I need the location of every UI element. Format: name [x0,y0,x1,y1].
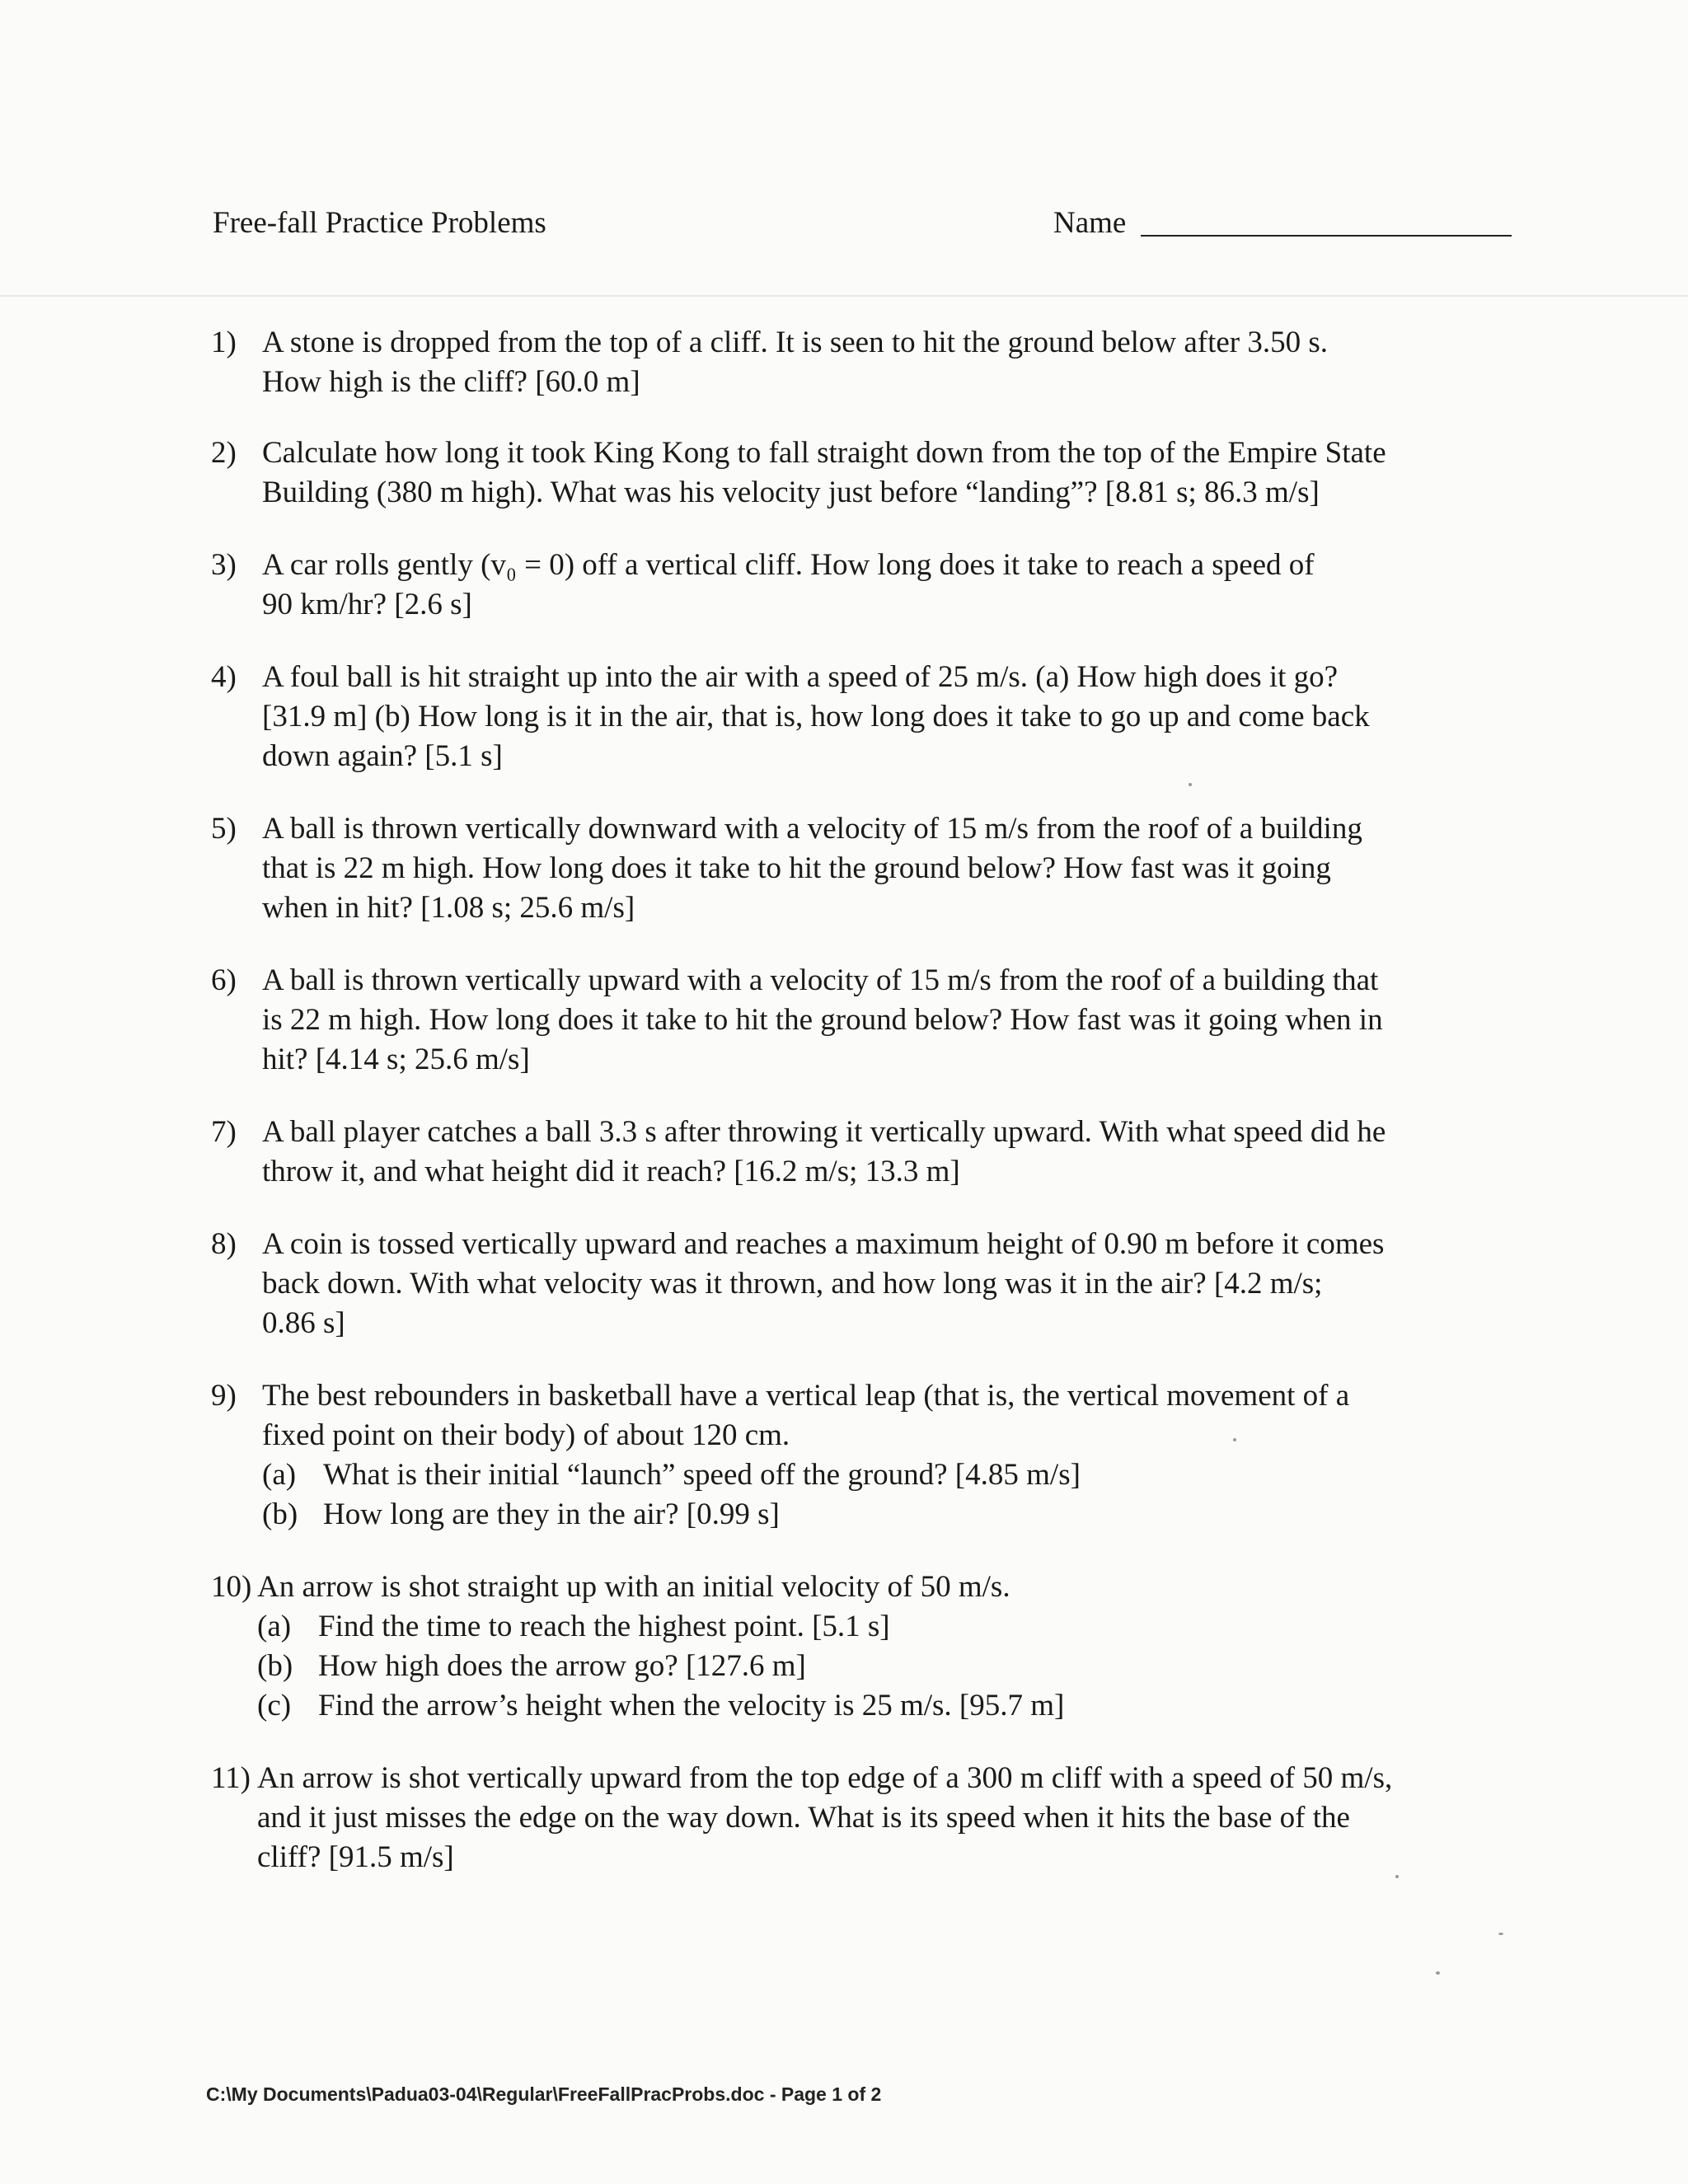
problem-text [262,323,1530,402]
problem-item [211,658,1530,776]
scan-speck [1436,1971,1440,1975]
subpart-text: How high does the arrow go? [127.6 m] [318,1649,806,1683]
problem-text-line: Calculate how long it took King Kong to fall straight down from the top of the Empire State [262,436,1386,470]
problem-text-line: back down. With what velocity was it thrown, and how long was it in the air? [4.2 m/s; [262,1267,1323,1301]
problem-item [211,1113,1530,1192]
subpart-label: (a) [257,1610,292,1643]
problem-number: 11) [211,1761,251,1795]
problem-text-line: 0.86 s] [262,1306,345,1340]
problem-number: 5) [211,812,237,846]
problem-text-line: when in hit? [1.08 s; 25.6 m/s] [262,891,635,925]
problem-number: 10) [211,1570,252,1604]
problem-item [211,809,1530,928]
problem-list [211,323,1530,1877]
problem-text-line: that is 22 m high. How long does it take to hit the ground below? How fast was it going [262,851,1331,885]
problem-text-line: How high is the cliff? [60.0 m] [262,365,640,399]
problem-text-line: The best rebounders in basketball have a vertical leap (that is, the vertical movement of a [262,1379,1350,1413]
problem-item [211,323,1530,402]
subpart-label: (b) [262,1497,298,1531]
problem-number: 8) [211,1227,237,1261]
problem-text [262,1113,1530,1192]
document-title: Free-fall Practice Problems [213,206,546,240]
problem-text-line: A foul ball is hit straight up into the air with a speed of 25 m/s. (a) How high does it go? [262,660,1339,694]
subpart-label: (a) [262,1458,297,1492]
problem-text-line: A coin is tossed vertically upward and reaches a maximum height of 0.90 m before it comes [262,1227,1385,1261]
subpart-text: What is their initial “launch” speed off the ground? [4.85 m/s] [323,1458,1081,1492]
problem-text-line: hit? [4.14 s; 25.6 m/s] [262,1043,530,1076]
problem-item [211,961,1530,1080]
scan-speck [1233,1438,1236,1441]
problem-number: 6) [211,963,237,997]
problem-text-line: and it just misses the edge on the way down. What is its speed when it hits the base of the [257,1801,1350,1835]
problem-item [211,434,1530,513]
subpart-text: Find the time to reach the highest point. [5.1 s] [318,1610,890,1643]
subpart-text: Find the arrow’s height when the velocity is 25 m/s. [95.7 m] [318,1689,1065,1722]
problem-number: 2) [211,436,237,470]
name-label: Name [1053,206,1127,240]
problem-text [262,658,1530,776]
problem-item [211,1225,1530,1343]
problem-number: 3) [211,548,237,582]
problem-text-line: fixed point on their body) of about 120 cm. [262,1418,790,1452]
problem-item [211,1376,1530,1535]
problem-text-line: 90 km/hr? [2.6 s] [262,588,472,621]
problem-text-line: A ball is thrown vertically upward with a velocity of 15 m/s from the roof of a building that [262,963,1379,997]
problem-text-line: cliff? [91.5 m/s] [257,1840,454,1874]
problem-text-line: A ball is thrown vertically downward with a velocity of 15 m/s from the roof of a building [262,812,1362,846]
problem-text [262,961,1530,1080]
problem-text-line: A stone is dropped from the top of a cliff. It is seen to hit the ground below after 3.50 s. [262,326,1329,359]
problem-subpart [262,1455,1530,1495]
problem-text [262,1225,1530,1343]
problem-number: 7) [211,1115,237,1149]
name-field [1053,208,1512,238]
subpart-label: (b) [257,1649,293,1683]
problem-subpart [262,1495,1530,1535]
problem-item [211,1568,1530,1726]
problem-number: 9) [211,1379,237,1413]
scan-speck [1189,783,1192,786]
problem-text-line: An arrow is shot straight up with an initial velocity of 50 m/s. [257,1570,1010,1604]
problem-subpart [257,1686,1530,1726]
problem-item [211,546,1530,625]
problem-text-line: down again? [5.1 s] [262,739,503,773]
problem-number: 4) [211,660,237,694]
problem-subpart [257,1607,1530,1647]
scan-speck [1498,1933,1503,1935]
problem-text [257,1568,1530,1726]
problem-text-line: Building (380 m high). What was his velocity just before “landing”? [8.81 s; 86.3 m/s] [262,476,1320,509]
problem-subpart [257,1647,1530,1686]
problem-text-line: [31.9 m] (b) How long is it in the air, that is, how long does it take to go up and come back [262,700,1370,733]
scan-divider [0,295,1688,297]
problem-text [257,1759,1530,1877]
scan-speck [1395,1875,1399,1878]
problem-text-line: A car rolls gently (v₀ = 0) off a vertical cliff. How long does it take to reach a speed of [262,548,1315,582]
name-blank-line [1141,235,1512,237]
problem-text-line: An arrow is shot vertically upward from the top edge of a 300 m cliff with a speed of 50 m/s, [257,1761,1393,1795]
problem-number: 1) [211,326,237,359]
problem-text [262,434,1530,513]
problem-text-line: A ball player catches a ball 3.3 s after throwing it vertically upward. With what speed did he [262,1115,1386,1149]
problem-text [262,1376,1530,1535]
subpart-label: (c) [257,1689,292,1722]
problem-item [211,1759,1530,1877]
subpart-text: How long are they in the air? [0.99 s] [323,1497,780,1531]
problem-text-line: throw it, and what height did it reach? [16.2 m/s; 13.3 m] [262,1155,960,1188]
page-header [213,208,1515,257]
problem-text-line: is 22 m high. How long does it take to hit the ground below? How fast was it going when in [262,1003,1383,1037]
problem-text [262,809,1530,928]
footer-file-path: C:\My Documents\Padua03-04\Regular\FreeFallPracProbs.doc - Page 1 of 2 [206,2083,882,2105]
problem-text [262,546,1530,625]
